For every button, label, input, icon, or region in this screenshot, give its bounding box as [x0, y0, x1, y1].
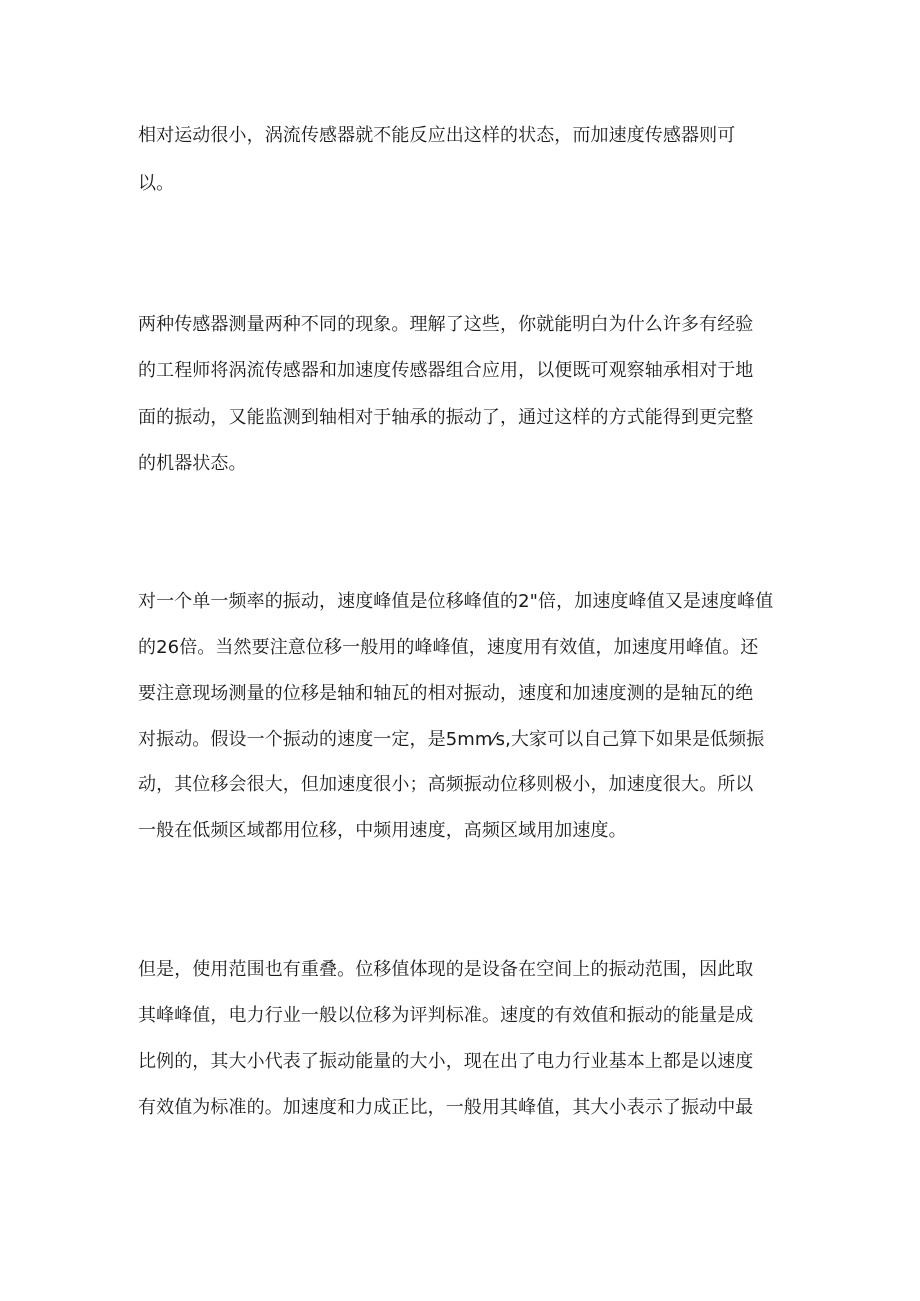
paragraph-3-line-5: 动，其位移会很大，但加速度很小；高频振动位移则极小，加速度很大。所以 — [138, 774, 754, 795]
paragraph-3-line-3: 要注意现场测量的位移是轴和轴瓦的相对振动，速度和加速度测的是轴瓦的绝 — [138, 683, 754, 704]
paragraph-1-line-1: 相对运动很小，涡流传感器就不能反应出这样的状态，而加速度传感器则可 — [138, 125, 736, 146]
paragraph-4-line-1: 但是，使用范围也有重叠。位移值体现的是设备在空间上的振动范围，因此取 — [138, 959, 754, 980]
paragraph-4-line-3: 比例的，其大小代表了振动能量的大小，现在出了电力行业基本上都是以速度 — [138, 1051, 754, 1072]
paragraph-2-line-1: 两种传感器测量两种不同的现象。理解了这些，你就能明白为什么许多有经验 — [138, 314, 754, 335]
paragraph-2-line-3: 面的振动，又能监测到轴相对于轴承的振动了，通过这样的方式能得到更完整 — [138, 407, 754, 428]
paragraph-2-line-2: 的工程师将涡流传感器和加速度传感器组合应用，以便既可观察轴承相对于地 — [138, 360, 754, 381]
paragraph-3-line-1: 对一个单一频率的振动，速度峰值是位移峰值的2"倍，加速度峰值又是速度峰值 — [138, 591, 774, 612]
paragraph-1-line-2: 以。 — [138, 173, 175, 194]
paragraph-3-line-2: 的26倍。当然要注意位移一般用的峰峰值，速度用有效值，加速度用峰值。还 — [138, 637, 759, 658]
paragraph-3-line-6: 一般在低频区域都用位移，中频用速度，高频区域用加速度。 — [138, 820, 627, 841]
paragraph-4-line-2: 其峰峰值，电力行业一般以位移为评判标准。速度的有效值和振动的能量是成 — [138, 1005, 754, 1026]
paragraph-2-line-4: 的机器状态。 — [138, 453, 247, 474]
paragraph-3-line-4: 对振动。假设一个振动的速度一定，是5mm⁄s,大家可以自己算下如果是低频振 — [138, 729, 765, 750]
paragraph-4-line-4: 有效值为标准的。加速度和力成正比，一般用其峰值，其大小表示了振动中最 — [138, 1097, 754, 1118]
